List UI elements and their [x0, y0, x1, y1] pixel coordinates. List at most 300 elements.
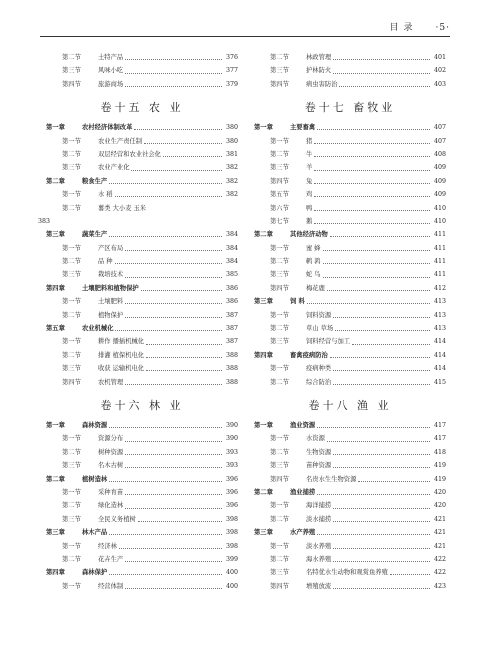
entry-title: 疫病种类: [306, 365, 332, 373]
dot-leader: [125, 384, 222, 385]
toc-section-entry[interactable]: [46, 432, 238, 445]
toc-section-entry[interactable]: [254, 188, 446, 201]
entry-title: 花卉生产: [98, 555, 124, 563]
toc-section-entry[interactable]: [254, 376, 446, 389]
entry-number-label: 第四章: [46, 284, 65, 292]
entry-page-number: 414: [433, 365, 446, 373]
entry-number-label: 第四节: [62, 378, 81, 386]
entry-page-number-wrapped: 383: [38, 217, 51, 225]
toc-section-entry[interactable]: [254, 51, 446, 64]
entry-title: 农机管理: [98, 378, 124, 386]
toc-section-entry[interactable]: [46, 135, 238, 148]
entry-title: 海水养殖: [306, 555, 332, 563]
toc-section-entry[interactable]: [46, 446, 238, 459]
toc-section-entry[interactable]: [254, 135, 446, 148]
entry-title: 蛇 鸟: [306, 271, 321, 279]
dot-leader: [333, 73, 430, 74]
running-header: [390, 20, 450, 33]
entry-page-number: 413: [433, 298, 446, 306]
entry-number-label: 第一节: [270, 244, 289, 252]
entry-title: 植树造林: [82, 475, 108, 483]
toc-section-entry[interactable]: [254, 499, 446, 512]
dot-leader: [333, 588, 430, 589]
entry-number-label: 第二节: [62, 258, 81, 266]
entry-number-label: 第四章: [254, 351, 273, 359]
entry-title: 经营体制: [98, 582, 124, 590]
toc-chapter-entry[interactable]: [254, 486, 446, 499]
entry-title: 淡水养殖: [306, 542, 332, 550]
entry-number-label: 第一节: [270, 137, 289, 145]
header-rule: [40, 36, 450, 37]
toc-section-entry[interactable]: [254, 473, 446, 486]
entry-title: 畜禽疫病防治: [290, 351, 328, 359]
entry-page-number: 402: [433, 67, 446, 75]
dot-leader: [330, 236, 430, 237]
toc-chapter-entry[interactable]: [46, 175, 238, 188]
toc-section-entry[interactable]: [254, 362, 446, 375]
entry-page-number: 382: [225, 164, 238, 172]
dot-leader: [125, 588, 222, 589]
toc-section-entry[interactable]: [254, 309, 446, 322]
entry-number-label: 第二节: [62, 204, 81, 212]
entry-title: 其他经济动物: [290, 231, 328, 239]
toc-chapter-entry[interactable]: [254, 295, 446, 308]
dot-leader: [333, 548, 430, 549]
entry-number-label: 第二节: [62, 555, 81, 563]
entry-title: 资源分布: [98, 435, 124, 443]
entry-title: 耕作 播插机械化: [98, 338, 145, 346]
dot-leader: [115, 196, 222, 197]
entry-number-label: 第一节: [62, 137, 81, 145]
entry-page-number: 403: [433, 80, 446, 88]
entry-page-number: 413: [433, 311, 446, 319]
entry-title: 土壤肥料: [98, 298, 124, 306]
toc-chapter-entry[interactable]: [254, 349, 446, 362]
entry-page-number: 417: [433, 435, 446, 443]
entry-page-number: 410: [433, 217, 446, 225]
dot-leader: [317, 494, 430, 495]
toc-section-entry[interactable]: [254, 148, 446, 161]
toc-chapter-entry[interactable]: [46, 282, 238, 295]
toc-chapter-entry[interactable]: [46, 473, 238, 486]
entry-number-label: 第二节: [62, 351, 81, 359]
entry-title: 海洋捕捞: [306, 502, 332, 510]
entry-title: 风味小吃: [98, 67, 124, 75]
dot-leader: [314, 196, 430, 197]
header-title: 目 录: [389, 23, 414, 33]
entry-number-label: 第一节: [62, 191, 81, 199]
toc-section-entry[interactable]: [46, 188, 238, 201]
toc-section-entry[interactable]: [46, 78, 238, 91]
entry-title: 旅游商场: [98, 80, 124, 88]
dot-leader: [317, 427, 430, 428]
entry-title: 粮食生产: [82, 177, 108, 185]
entry-page-number: 386: [225, 298, 238, 306]
entry-number-label: 第四节: [270, 475, 289, 483]
entry-page-number: 385: [225, 271, 238, 279]
dot-leader: [131, 170, 222, 171]
entry-page-number: 393: [225, 462, 238, 470]
entry-number-label: 第二章: [46, 177, 65, 185]
entry-title: 淡水捕捞: [306, 515, 332, 523]
entry-number-label: 第二节: [62, 448, 81, 456]
entry-number-label: 第七节: [270, 217, 289, 225]
toc-section-entry[interactable]: [254, 446, 446, 459]
entry-page-number: 422: [433, 555, 446, 563]
toc-section-entry[interactable]: [254, 282, 446, 295]
toc-section-entry[interactable]: [254, 215, 446, 228]
toc-chapter-entry[interactable]: [46, 526, 238, 539]
entry-number-label: 第一节: [270, 502, 289, 510]
dot-leader: [125, 303, 222, 304]
entry-number-label: 第二节: [62, 54, 81, 61]
dot-leader: [125, 441, 222, 442]
entry-title: 产区布局: [98, 244, 124, 252]
entry-number-label: 第三章: [46, 231, 65, 239]
dot-leader: [330, 357, 430, 358]
toc-section-entry[interactable]: [46, 459, 238, 472]
entry-number-label: 第三节: [62, 365, 81, 373]
entry-number-label: 第四章: [46, 569, 65, 577]
entry-page-number: 421: [433, 542, 446, 550]
dot-leader: [125, 561, 222, 562]
dot-leader: [333, 508, 430, 509]
entry-page-number: 413: [433, 325, 446, 333]
entry-page-number: 421: [433, 515, 446, 523]
entry-number-label: 第二节: [62, 502, 81, 510]
dot-leader: [109, 236, 222, 237]
entry-number-label: 第四节: [62, 80, 81, 88]
entry-page-number: 376: [225, 54, 238, 61]
toc-chapter-entry[interactable]: [46, 121, 238, 134]
entry-page-number: 381: [225, 150, 238, 158]
entry-title: 水产养殖: [290, 529, 316, 537]
entry-title: 名贵水生生物资源: [306, 475, 357, 483]
entry-title: 森林资源: [82, 421, 108, 429]
dot-leader: [352, 344, 430, 345]
entry-number-label: 第五章: [46, 325, 65, 333]
entry-page-number: 419: [433, 475, 446, 483]
dot-leader: [335, 330, 430, 331]
entry-page-number: 420: [433, 488, 446, 496]
entry-title: 主要畜禽: [290, 124, 316, 132]
entry-page-number: 396: [225, 475, 238, 483]
entry-number-label: 第二节: [270, 258, 289, 266]
entry-page-number: 382: [225, 191, 238, 199]
toc-section-entry[interactable]: [254, 540, 446, 553]
entry-page-number: 407: [433, 124, 446, 132]
entry-title: 名特优水生动物和观赏鱼养殖: [306, 569, 388, 577]
entry-title: 植物保护: [98, 311, 124, 319]
entry-page-number: 398: [225, 515, 238, 523]
dot-leader: [314, 156, 430, 157]
entry-title: 土壤肥料和植物保护: [82, 284, 139, 292]
dot-leader: [333, 384, 430, 385]
entry-page-number: 423: [433, 582, 446, 590]
entry-title: 土特产品: [98, 54, 124, 61]
entry-number-label: 第一节: [62, 298, 81, 306]
entry-number-label: 第三章: [254, 298, 273, 306]
entry-number-label: 第一节: [62, 488, 81, 496]
toc-section-entry[interactable]: [46, 335, 238, 348]
entry-number-label: 第一节: [62, 542, 81, 550]
toc-section-entry[interactable]: [254, 580, 446, 593]
entry-title: 林政管理: [306, 54, 332, 61]
entry-number-label: 第一节: [62, 244, 81, 252]
entry-title: 渔业资源: [290, 421, 316, 429]
entry-title: 苗种资源: [306, 462, 332, 470]
entry-page-number: 421: [433, 529, 446, 537]
entry-page-number: 400: [225, 582, 238, 590]
entry-title: 全民义务植树: [98, 515, 136, 523]
entry-title: 综合防治: [306, 378, 332, 386]
entry-title: 农业机械化: [82, 325, 114, 333]
toc-section-entry[interactable]: [46, 376, 238, 389]
entry-number-label: 第二节: [270, 150, 289, 158]
toc-section-entry[interactable]: [46, 349, 238, 362]
entry-title: 增殖放流: [306, 582, 332, 590]
toc-section-entry[interactable]: [46, 148, 238, 161]
entry-page-number: 411: [433, 244, 446, 252]
toc-section-entry[interactable]: [46, 202, 238, 215]
entry-title: 薯类 大小麦 玉米: [98, 204, 147, 212]
toc-chapter-entry[interactable]: [46, 419, 238, 432]
dot-leader: [163, 156, 222, 157]
entry-number-label: 第一节: [270, 311, 289, 319]
entry-title: 双层经营和农业社会化: [98, 150, 161, 158]
dot-leader: [115, 263, 222, 264]
toc-chapter-entry[interactable]: [254, 228, 446, 241]
toc-section-entry[interactable]: [46, 540, 238, 553]
dot-leader: [146, 357, 222, 358]
entry-page-number: 414: [433, 338, 446, 346]
entry-title: 渔业捕捞: [290, 488, 316, 496]
entry-title: 生物资源: [306, 448, 332, 456]
entry-number-label: 第一章: [254, 421, 273, 429]
dot-leader: [327, 441, 430, 442]
entry-number-label: 第一节: [270, 365, 289, 373]
entry-page-number: 409: [433, 191, 446, 199]
entry-number-label: 第二章: [46, 475, 65, 483]
dot-leader: [109, 427, 222, 428]
toc-chapter-entry[interactable]: [46, 322, 238, 335]
toc-section-entry[interactable]: [254, 566, 446, 579]
toc-section-entry[interactable]: [46, 553, 238, 566]
toc-section-entry[interactable]: [254, 161, 446, 174]
toc-section-entry[interactable]: [46, 51, 238, 64]
toc-section-entry[interactable]: [254, 242, 446, 255]
entry-page-number: 408: [433, 150, 446, 158]
entry-title: 草山 草场: [306, 325, 334, 333]
entry-title: 品 种: [98, 258, 113, 266]
toc-section-entry[interactable]: [46, 499, 238, 512]
entry-number-label: 第二节: [270, 54, 289, 61]
dot-leader: [327, 290, 430, 291]
toc-section-entry[interactable]: [254, 322, 446, 335]
dot-leader: [115, 330, 222, 331]
entry-page-number: 387: [225, 311, 238, 319]
toc-section-entry[interactable]: [46, 161, 238, 174]
toc-chapter-entry[interactable]: [254, 419, 446, 432]
toc-section-entry[interactable]: [46, 362, 238, 375]
entry-title: 饲 料: [290, 298, 305, 306]
entry-number-label: 第四节: [270, 80, 289, 88]
entry-number-label: 第一节: [62, 582, 81, 590]
toc-section-entry[interactable]: [46, 242, 238, 255]
entry-number-label: 第三节: [62, 462, 81, 470]
entry-title: 经济林: [98, 542, 117, 550]
entry-number-label: 第四节: [270, 582, 289, 590]
toc-chapter-entry[interactable]: [46, 228, 238, 241]
dot-leader: [109, 574, 222, 575]
toc-section-entry[interactable]: [254, 78, 446, 91]
entry-number-label: 第二节: [270, 448, 289, 456]
dot-leader: [109, 183, 222, 184]
entry-page-number: 417: [433, 421, 446, 429]
toc-chapter-entry[interactable]: [46, 566, 238, 579]
entry-page-number: 407: [433, 137, 446, 145]
entry-title: 病虫害防治: [306, 80, 338, 88]
entry-title: 羊: [306, 164, 313, 172]
entry-page-number: 382: [225, 177, 238, 185]
entry-page-number: 400: [225, 569, 238, 577]
toc-section-entry[interactable]: [254, 432, 446, 445]
entry-title: 护林防火: [306, 67, 332, 75]
dot-leader: [333, 561, 430, 562]
entry-number-label: 第二节: [62, 311, 81, 319]
toc-section-entry[interactable]: [254, 335, 446, 348]
toc-section-entry[interactable]: [254, 175, 446, 188]
entry-number-label: 第三节: [270, 164, 289, 172]
entry-title: 饲料经营与加工: [306, 338, 351, 346]
toc-chapter-entry[interactable]: [254, 526, 446, 539]
entry-number-label: 第五节: [270, 191, 289, 199]
dot-leader: [125, 467, 222, 468]
entry-page-number: 396: [225, 502, 238, 510]
entry-page-number: 398: [225, 542, 238, 550]
dot-leader: [125, 59, 222, 60]
volume-title: 卷十六 林 业: [100, 398, 184, 412]
volume-title: 卷十七 畜牧业: [304, 101, 396, 115]
toc-section-entry[interactable]: [46, 268, 238, 281]
entry-page-number: 411: [433, 271, 446, 279]
entry-page-number: 398: [225, 529, 238, 537]
entry-number-label: 第三节: [62, 164, 81, 172]
dot-leader: [314, 223, 430, 224]
entry-title: 鹅: [306, 217, 313, 225]
entry-number-label: 第一节: [62, 338, 81, 346]
toc-section-entry[interactable]: [46, 255, 238, 268]
entry-title: 兔: [306, 177, 313, 185]
entry-page-number: 390: [225, 421, 238, 429]
entry-title: 饲料资源: [306, 311, 332, 319]
entry-number-label: 第三章: [46, 529, 65, 537]
entry-page-number: 388: [225, 351, 238, 359]
entry-number-label: 第六节: [270, 204, 289, 212]
toc-section-entry[interactable]: [46, 580, 238, 593]
entry-page-number: 380: [225, 137, 238, 145]
entry-number-label: 第二节: [62, 150, 81, 158]
dot-leader: [125, 494, 222, 495]
entry-title: 鸭: [306, 204, 313, 212]
dot-leader: [125, 86, 222, 87]
toc-section-entry[interactable]: [46, 309, 238, 322]
dot-leader: [314, 170, 430, 171]
entry-number-label: 第三节: [270, 271, 289, 279]
entry-number-label: 第四节: [270, 284, 289, 292]
dot-leader: [339, 86, 430, 87]
entry-title: 排灌 植保机电化: [98, 351, 145, 359]
entry-number-label: 第三章: [254, 529, 273, 537]
dot-leader: [134, 129, 222, 130]
toc-section-entry[interactable]: [46, 513, 238, 526]
entry-page-number: 411: [433, 231, 446, 239]
entry-number-label: 第二节: [270, 378, 289, 386]
entry-number-label: 第一节: [270, 435, 289, 443]
dot-leader: [119, 548, 222, 549]
entry-page-number: 393: [225, 448, 238, 456]
entry-title: 林木产品: [82, 529, 108, 537]
dot-leader: [323, 263, 430, 264]
toc-section-entry[interactable]: [254, 459, 446, 472]
entry-title: 水资源: [306, 435, 325, 443]
entry-number-label: 第一章: [254, 124, 273, 132]
entry-page-number: 415: [433, 378, 446, 386]
entry-page-number: 388: [225, 378, 238, 386]
entry-page-number: 384: [225, 231, 238, 239]
entry-page-number: 387: [225, 325, 238, 333]
toc-section-entry[interactable]: [254, 268, 446, 281]
toc-section-entry[interactable]: [254, 513, 446, 526]
entry-page-number: 420: [433, 502, 446, 510]
entry-page-number: 409: [433, 164, 446, 172]
toc-column-right: [254, 51, 446, 593]
entry-number-label: 第一章: [46, 421, 65, 429]
toc-chapter-entry[interactable]: [254, 121, 446, 134]
entry-title: 水 稻: [98, 191, 113, 199]
dot-leader: [314, 210, 430, 211]
toc-section-entry[interactable]: [254, 255, 446, 268]
entry-page-number: 401: [433, 54, 446, 61]
entry-title: 栽培技术: [98, 271, 124, 279]
entry-page-number: 419: [433, 462, 446, 470]
entry-page-number: 411: [433, 258, 446, 266]
toc-section-entry[interactable]: [46, 486, 238, 499]
toc-section-entry[interactable]: [46, 295, 238, 308]
entry-number-label: 第二节: [270, 555, 289, 563]
toc-section-entry[interactable]: [254, 64, 446, 77]
entry-number-label: 第一节: [270, 542, 289, 550]
toc-section-entry[interactable]: [254, 553, 446, 566]
toc-section-entry[interactable]: [254, 202, 446, 215]
dot-leader: [125, 454, 222, 455]
entry-number-label: 第三节: [62, 271, 81, 279]
header-page-number: ·5·: [435, 23, 450, 33]
entry-page-number: 384: [225, 244, 238, 252]
entry-title: 树种资源: [98, 448, 124, 456]
entry-page-number: 410: [433, 204, 446, 212]
volume-title: 卷十五 农 业: [100, 101, 184, 115]
dot-leader: [146, 344, 222, 345]
entry-page-number: 386: [225, 284, 238, 292]
toc-section-entry[interactable]: [46, 64, 238, 77]
entry-title: 猪: [306, 137, 313, 145]
dot-leader: [125, 277, 222, 278]
entry-title: 梅花鹿: [306, 284, 325, 292]
entry-page-number: 384: [225, 258, 238, 266]
volume-title: 卷十八 渔 业: [308, 398, 392, 412]
dot-leader: [314, 183, 430, 184]
